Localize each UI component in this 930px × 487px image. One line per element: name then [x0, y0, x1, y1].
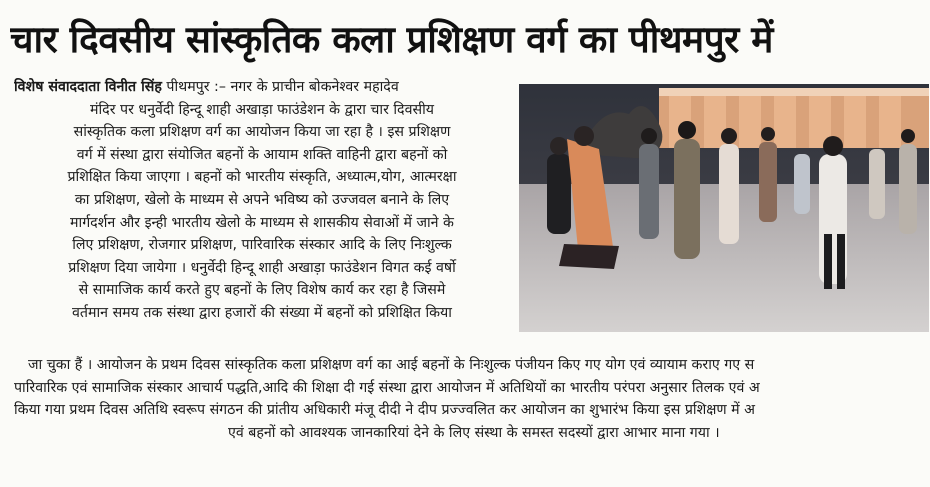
article-line: प्रशिक्षण दिया जायेगा । धनुर्वेदी हिन्दू शाही अखाड़ा फाउंडेशन विगत कई वर्षो [68, 259, 456, 276]
article-column [14, 76, 510, 325]
article-line: से सामाजिक कार्य करते हुए बहनों के लिए विशेष कार्य कर रहा है जिसमे [78, 282, 446, 299]
headline: चार दिवसीय सांस्कृतिक कला प्रशिक्षण वर्ग का पीथमपुर में [10, 18, 773, 61]
article-line: एवं बहनों को आवश्यक जानकारियां देने के लिए संस्था के समस्त सदस्यों द्वारा आभार माना गया । [228, 424, 720, 441]
article-line: प्रशिक्षित किया जाएगा । बहनों को भारतीय संस्कृति, अध्यात्म,योग, आत्मरक्षा [67, 169, 457, 186]
byline: विशेष संवाददाता विनीत सिंह [14, 79, 162, 95]
article-line: पारिवारिक एवं सामाजिक संस्कार आचार्य पद्धति,आदि की शिक्षा दी गई संस्था द्वारा आयोजन में अतिथियों का भारतीय परंपरा अनुसार तिलक एवं अ [14, 379, 760, 396]
article-line: जा चुका हैं । आयोजन के प्रथम दिवस सांस्कृतिक कला प्रशिक्षण वर्ग का आई बहनों के निःशुल्क पंजीयन किए गए योग एवं व्यायाम कराए गए स [28, 357, 755, 373]
article-line: सांस्कृतिक कला प्रशिक्षण वर्ग का आयोजन किया जा रहा है । इस प्रशिक्षण [73, 124, 451, 141]
article-full-width [14, 354, 930, 444]
article-line: लिए प्रशिक्षण, रोजगार प्रशिक्षण, पारिवारिक संस्कार आदि के लिए निःशुल्क [72, 237, 452, 254]
article-line: पीथमपुर :– नगर के प्राचीन बोकनेश्वर महादेव [161, 79, 399, 95]
article-line: का प्रशिक्षण, खेलो के माध्यम से अपने भविष्य को उज्जवल बनाने के लिए [74, 191, 450, 208]
event-photo [519, 84, 929, 332]
article-line: वर्ग में संस्था द्वारा संयोजित बहनों के आयाम शक्ति वाहिनी द्वारा बहनों को [76, 146, 448, 163]
article-line: मंदिर पर धनुर्वेदी हिन्दू शाही अखाड़ा फाउंडेशन के द्वारा चार दिवसीय [90, 101, 434, 118]
article-line: किया गया प्रथम दिवस अतिथि स्वरूप संगठन की प्रांतीय अधिकारी मंजू दीदी ने दीप प्रज्ज्वलित कर आयोजन का शुभारंभ किया इस प्रशिक्षण में अ [14, 402, 755, 419]
article-line: वर्तमान समय तक संस्था द्वारा हजारों की संख्या में बहनों को प्रशिक्षित किया [72, 304, 452, 321]
article-line: मार्गदर्शन और इन्ही भारतीय खेलो के माध्यम से शासकीय सेवाओं में जाने के [70, 214, 454, 231]
photo-illustration [519, 84, 929, 332]
byline-line [14, 76, 510, 99]
